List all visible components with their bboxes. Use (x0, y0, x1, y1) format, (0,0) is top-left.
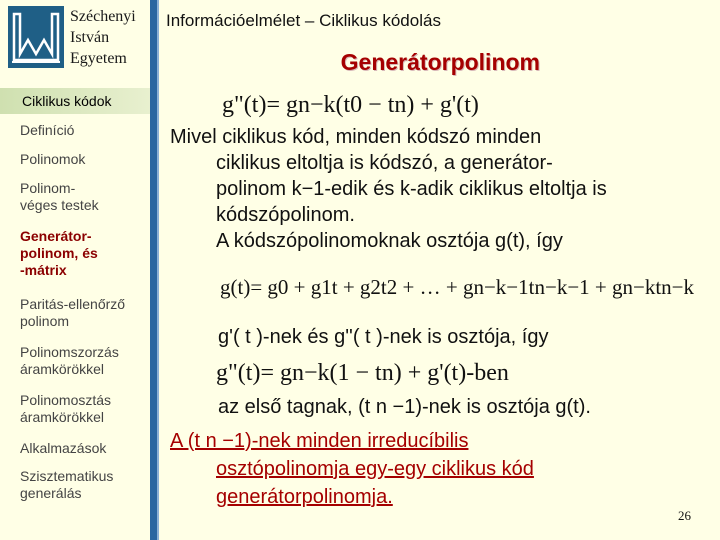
sidebar-item-generatorpolinom-matrix[interactable]: Generátor- polinom, és -mátrix (20, 228, 98, 278)
formula-3: g"(t)= gn−k(1 − tn) + g'(t)-ben (216, 360, 509, 386)
vertical-divider-accent (157, 0, 159, 540)
sidebar-item-polinom-veges-testek[interactable]: Polinom- véges testek (20, 180, 99, 213)
university-logo-icon (8, 6, 64, 68)
conclusion-line-1: A (t n −1)-nek minden irreducíbilis (170, 430, 469, 452)
sidebar-item-polinomok[interactable]: Polinomok (20, 151, 86, 167)
slide-title: Generátorpolinom (340, 49, 540, 75)
body-line-5: A kódszópolinomoknak osztója g(t), így (216, 230, 563, 252)
sidebar-header (0, 88, 150, 114)
sidebar-item-polinomszorzas[interactable]: Polinomszorzás áramkörökkel (20, 344, 119, 377)
sidebar-item-szisztematikus-generalas[interactable]: Szisztematikus generálás (20, 468, 114, 501)
logo-line-3: Egyetem (70, 50, 127, 67)
header-title: Információelmélet – Ciklikus kódolás (166, 11, 441, 30)
sidebar-item-alkalmazasok[interactable]: Alkalmazások (20, 440, 107, 456)
conclusion-line-3: generátorpolinomja. (216, 486, 393, 508)
logo-line-1: Széchenyi (70, 8, 136, 25)
sidebar-header-label: Ciklikus kódok (22, 93, 112, 109)
body-line-4: kódszópolinom. (216, 204, 355, 226)
body-line-1: Mivel ciklikus kód, minden kódszó minden (170, 126, 542, 148)
body-line-6: g'( t )-nek és g''( t )-nek is osztója, így (218, 326, 549, 348)
sidebar-item-polinomosztas[interactable]: Polinomosztás áramkörökkel (20, 392, 112, 425)
conclusion-line-2: osztópolinomja egy-egy ciklikus kód (216, 458, 534, 480)
logo-line-2: István (70, 29, 110, 46)
body-line-7: az első tagnak, (t n −1)-nek is osztója g(t). (218, 396, 591, 418)
body-line-2: ciklikus eltoltja is kódszó, a generátor- (216, 152, 553, 174)
page-number: 26 (678, 508, 691, 523)
body-line-3: polinom k−1-edik és k-adik ciklikus eltoltja is (216, 178, 607, 200)
university-logo (8, 6, 64, 68)
vertical-divider (150, 0, 157, 540)
formula-2: g(t)= g0 + g1t + g2t2 + … + gn−k−1tn−k−1 + gn−ktn−k (220, 275, 695, 299)
formula-1: g"(t)= gn−k(t0 − tn) + g'(t) (222, 92, 479, 118)
sidebar-item-paritas-ellenorzo[interactable]: Paritás-ellenőrző polinom (20, 296, 126, 329)
sidebar-item-definicio[interactable]: Definíció (20, 122, 75, 138)
logo-text (70, 6, 152, 69)
